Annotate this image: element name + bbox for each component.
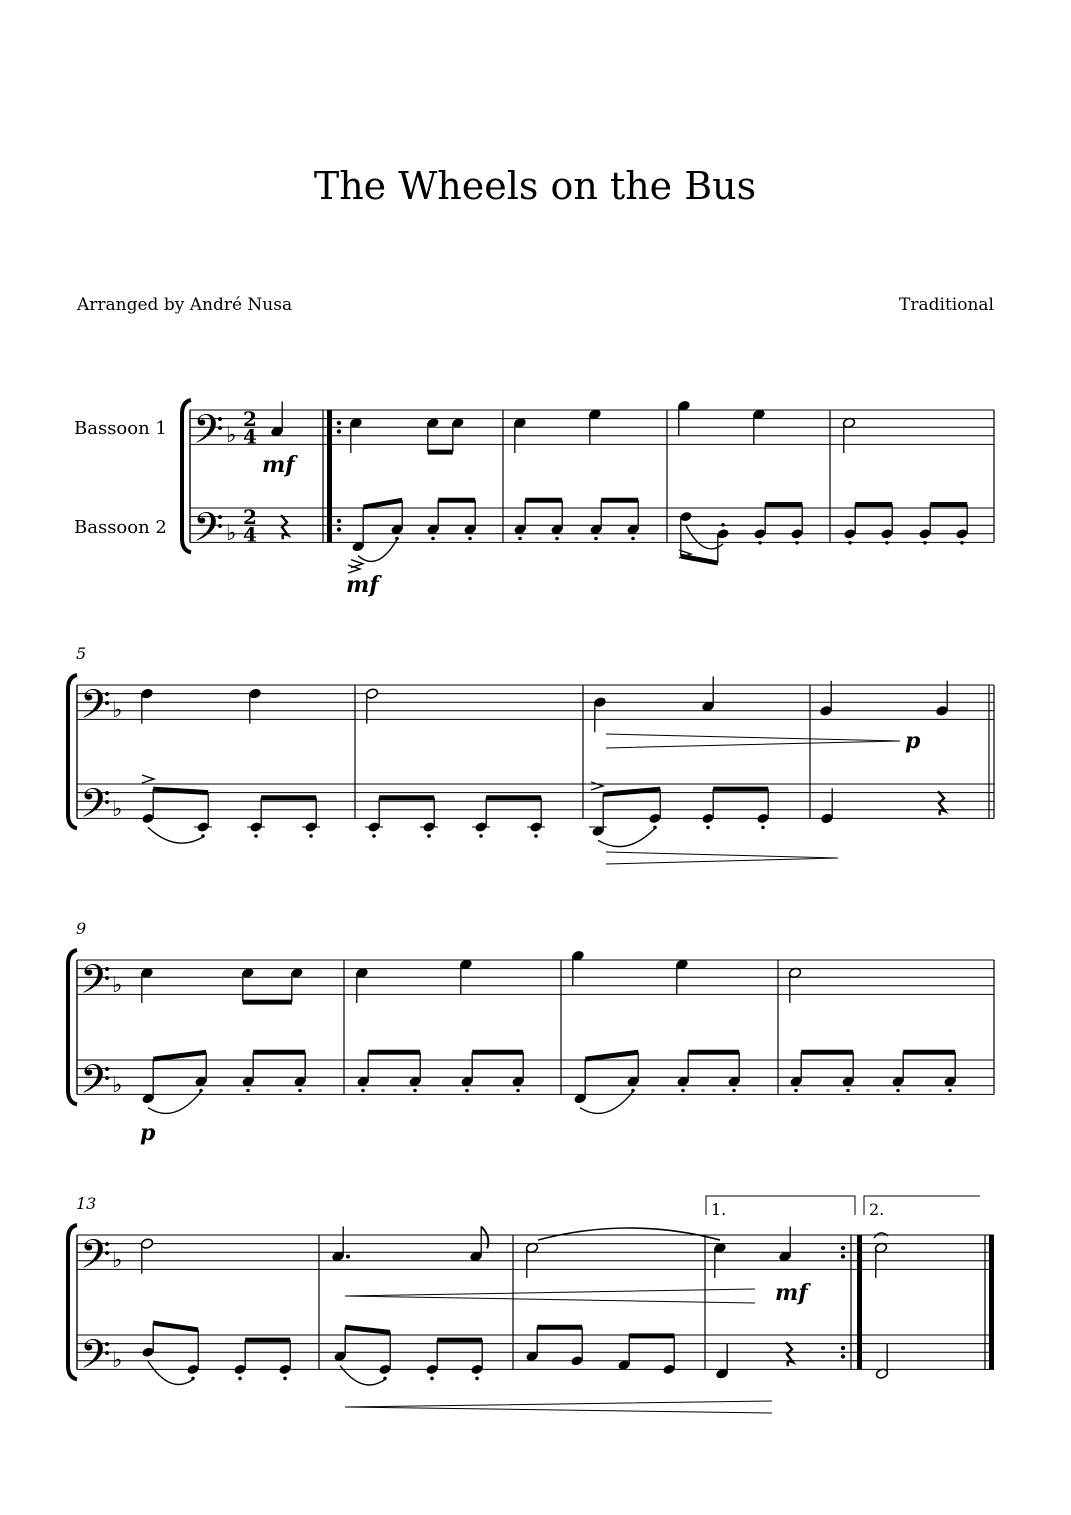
staccato-dot	[896, 1089, 900, 1093]
crescendo-hairpin	[345, 1401, 772, 1413]
repeat-dot	[337, 519, 341, 523]
time-signature-top: 2	[243, 407, 257, 432]
repeat-thick-barline	[327, 410, 332, 542]
dynamic-mf: mf	[346, 572, 379, 598]
staccato-dot	[246, 1089, 250, 1093]
key-signature-flat: ♭	[112, 796, 123, 822]
staccato-dot	[468, 537, 472, 541]
eighth-beam	[153, 1320, 198, 1332]
eighth-beam	[368, 1050, 420, 1055]
eighth-beam	[243, 1000, 292, 1005]
staccato-dot	[923, 541, 927, 545]
staccato-dot	[518, 537, 522, 541]
eighth-beam	[855, 502, 892, 507]
arranger-credit: Arranged by André Nusa	[77, 295, 293, 315]
key-signature-flat: ♭	[112, 972, 123, 998]
eighth-beam	[688, 1050, 739, 1055]
decrescendo-hairpin	[606, 734, 900, 748]
staccato-dot	[846, 1089, 850, 1093]
slur	[148, 1361, 193, 1384]
staccato-dot	[960, 541, 964, 545]
bass-clef-icon: 𝄢	[80, 780, 111, 837]
measure-number-9: 9	[76, 919, 87, 938]
first-ending-label: 1.	[711, 1200, 727, 1219]
staccato-dot	[238, 1377, 242, 1381]
eighth-beam	[345, 1325, 390, 1335]
eighth-beam	[437, 1338, 482, 1343]
repeat-dot	[337, 429, 341, 433]
key-signature-flat: ♭	[226, 422, 237, 448]
dynamic-mf: mf	[262, 452, 295, 478]
staccato-dot	[761, 826, 765, 830]
staccato-dot	[309, 834, 313, 838]
staccato-dot	[413, 1089, 417, 1093]
key-signature-flat: ♭	[112, 1347, 123, 1373]
key-signature-flat: ♭	[112, 1247, 123, 1273]
staccato-dot	[372, 834, 376, 838]
repeat-dot	[337, 421, 341, 425]
time-signature-bottom: 4	[243, 424, 257, 449]
repeat-dot	[337, 527, 341, 531]
staccato-dot	[555, 537, 559, 541]
eighth-beam	[930, 502, 967, 507]
staccato-dot	[631, 537, 635, 541]
repeat-dot	[841, 1346, 845, 1350]
final-thick-barline	[989, 1235, 994, 1369]
repeat-dot	[841, 1354, 845, 1358]
eighth-beam	[537, 1325, 582, 1330]
staccato-dot	[361, 1089, 365, 1093]
staccato-dot	[948, 1089, 952, 1093]
staccato-dot	[848, 541, 852, 545]
slur	[340, 1366, 385, 1385]
slur	[148, 827, 203, 843]
eighth-beam	[472, 1050, 523, 1055]
staccato-dot	[298, 1089, 302, 1093]
key-signature-flat: ♭	[226, 520, 237, 546]
dynamic-p: p	[905, 728, 921, 754]
quarter-rest	[786, 1342, 793, 1366]
eighth-beam	[379, 795, 434, 800]
eighth-beam	[438, 498, 475, 503]
bass-clef-icon: 𝄢	[193, 504, 224, 561]
eighth-beam	[253, 1050, 305, 1055]
eighth-beam	[629, 1333, 674, 1338]
staccato-dot	[427, 834, 431, 838]
staccato-dot	[794, 1089, 798, 1093]
second-ending-label: 2.	[869, 1200, 885, 1219]
staccato-dot	[431, 537, 435, 541]
system-bracket	[68, 1225, 77, 1379]
eighth-beam	[903, 1050, 955, 1055]
staccato-dot	[516, 1089, 520, 1093]
repeat-thick-barline	[857, 1235, 862, 1369]
system-bracket	[68, 675, 77, 828]
staccato-dot	[534, 834, 538, 838]
repeat-dot	[841, 1254, 845, 1258]
tie	[538, 1228, 720, 1240]
staccato-dot	[594, 537, 598, 541]
eighth-beam	[603, 787, 660, 797]
crescendo-hairpin	[345, 1289, 755, 1303]
key-signature-flat: ♭	[112, 1072, 123, 1098]
composer-credit: Traditional	[899, 295, 994, 315]
bass-clef-icon: 𝄢	[80, 1231, 111, 1288]
accent-mark	[142, 775, 154, 783]
eighth-beam	[801, 1050, 853, 1055]
staccato-dot	[681, 1089, 685, 1093]
first-ending-bracket	[706, 1196, 855, 1215]
eighth-flag	[481, 1226, 488, 1248]
staccato-dot	[430, 1377, 434, 1381]
part-name-bassoon-1: Bassoon 1	[74, 418, 167, 439]
time-signature-bottom: 4	[243, 522, 257, 547]
dynamic-p: p	[140, 1120, 156, 1146]
augmentation-dot	[346, 1255, 350, 1259]
repeat-dot	[841, 1246, 845, 1250]
eighth-beam	[245, 1338, 290, 1343]
eighth-beam	[153, 787, 208, 795]
bass-clef-icon: 𝄢	[80, 681, 111, 738]
quarter-rest	[938, 791, 945, 815]
bass-clef-icon: 𝄢	[80, 1056, 111, 1113]
staccato-dot	[885, 541, 889, 545]
measure-number-5: 5	[76, 644, 87, 663]
bass-clef-icon: 𝄢	[80, 956, 111, 1013]
staccato-dot	[758, 541, 762, 545]
eighth-beam	[525, 498, 562, 503]
staccato-dot	[465, 1089, 469, 1093]
staccato-dot	[254, 834, 258, 838]
eighth-beam	[765, 502, 802, 507]
dynamic-mf: mf	[775, 1280, 808, 1306]
staccato-dot	[732, 1089, 736, 1093]
staccato-dot	[479, 834, 483, 838]
measure-number-13: 13	[76, 1194, 97, 1213]
eighth-beam	[261, 795, 316, 800]
eighth-beam	[428, 450, 453, 455]
staccato-dot	[475, 1377, 479, 1381]
quarter-rest	[281, 515, 288, 539]
eighth-beam	[486, 795, 541, 800]
accent-mark	[591, 782, 603, 790]
staccato-dot	[283, 1377, 287, 1381]
music-notation	[68, 400, 994, 1413]
staccato-dot	[795, 541, 799, 545]
part-name-bassoon-2: Bassoon 2	[74, 517, 167, 538]
system-bracket	[68, 950, 77, 1104]
decrescendo-hairpin	[606, 852, 838, 864]
eighth-beam	[601, 498, 638, 503]
time-signature-top: 2	[243, 505, 257, 530]
staccato-dot	[706, 826, 710, 830]
slur	[598, 828, 655, 846]
bass-clef-icon: 𝄢	[193, 406, 224, 463]
eighth-beam	[713, 787, 768, 792]
bass-clef-icon: 𝄢	[80, 1331, 111, 1388]
key-signature-flat: ♭	[112, 697, 123, 723]
staccato-dot	[721, 523, 725, 527]
score-title: The Wheels on the Bus	[313, 164, 757, 208]
